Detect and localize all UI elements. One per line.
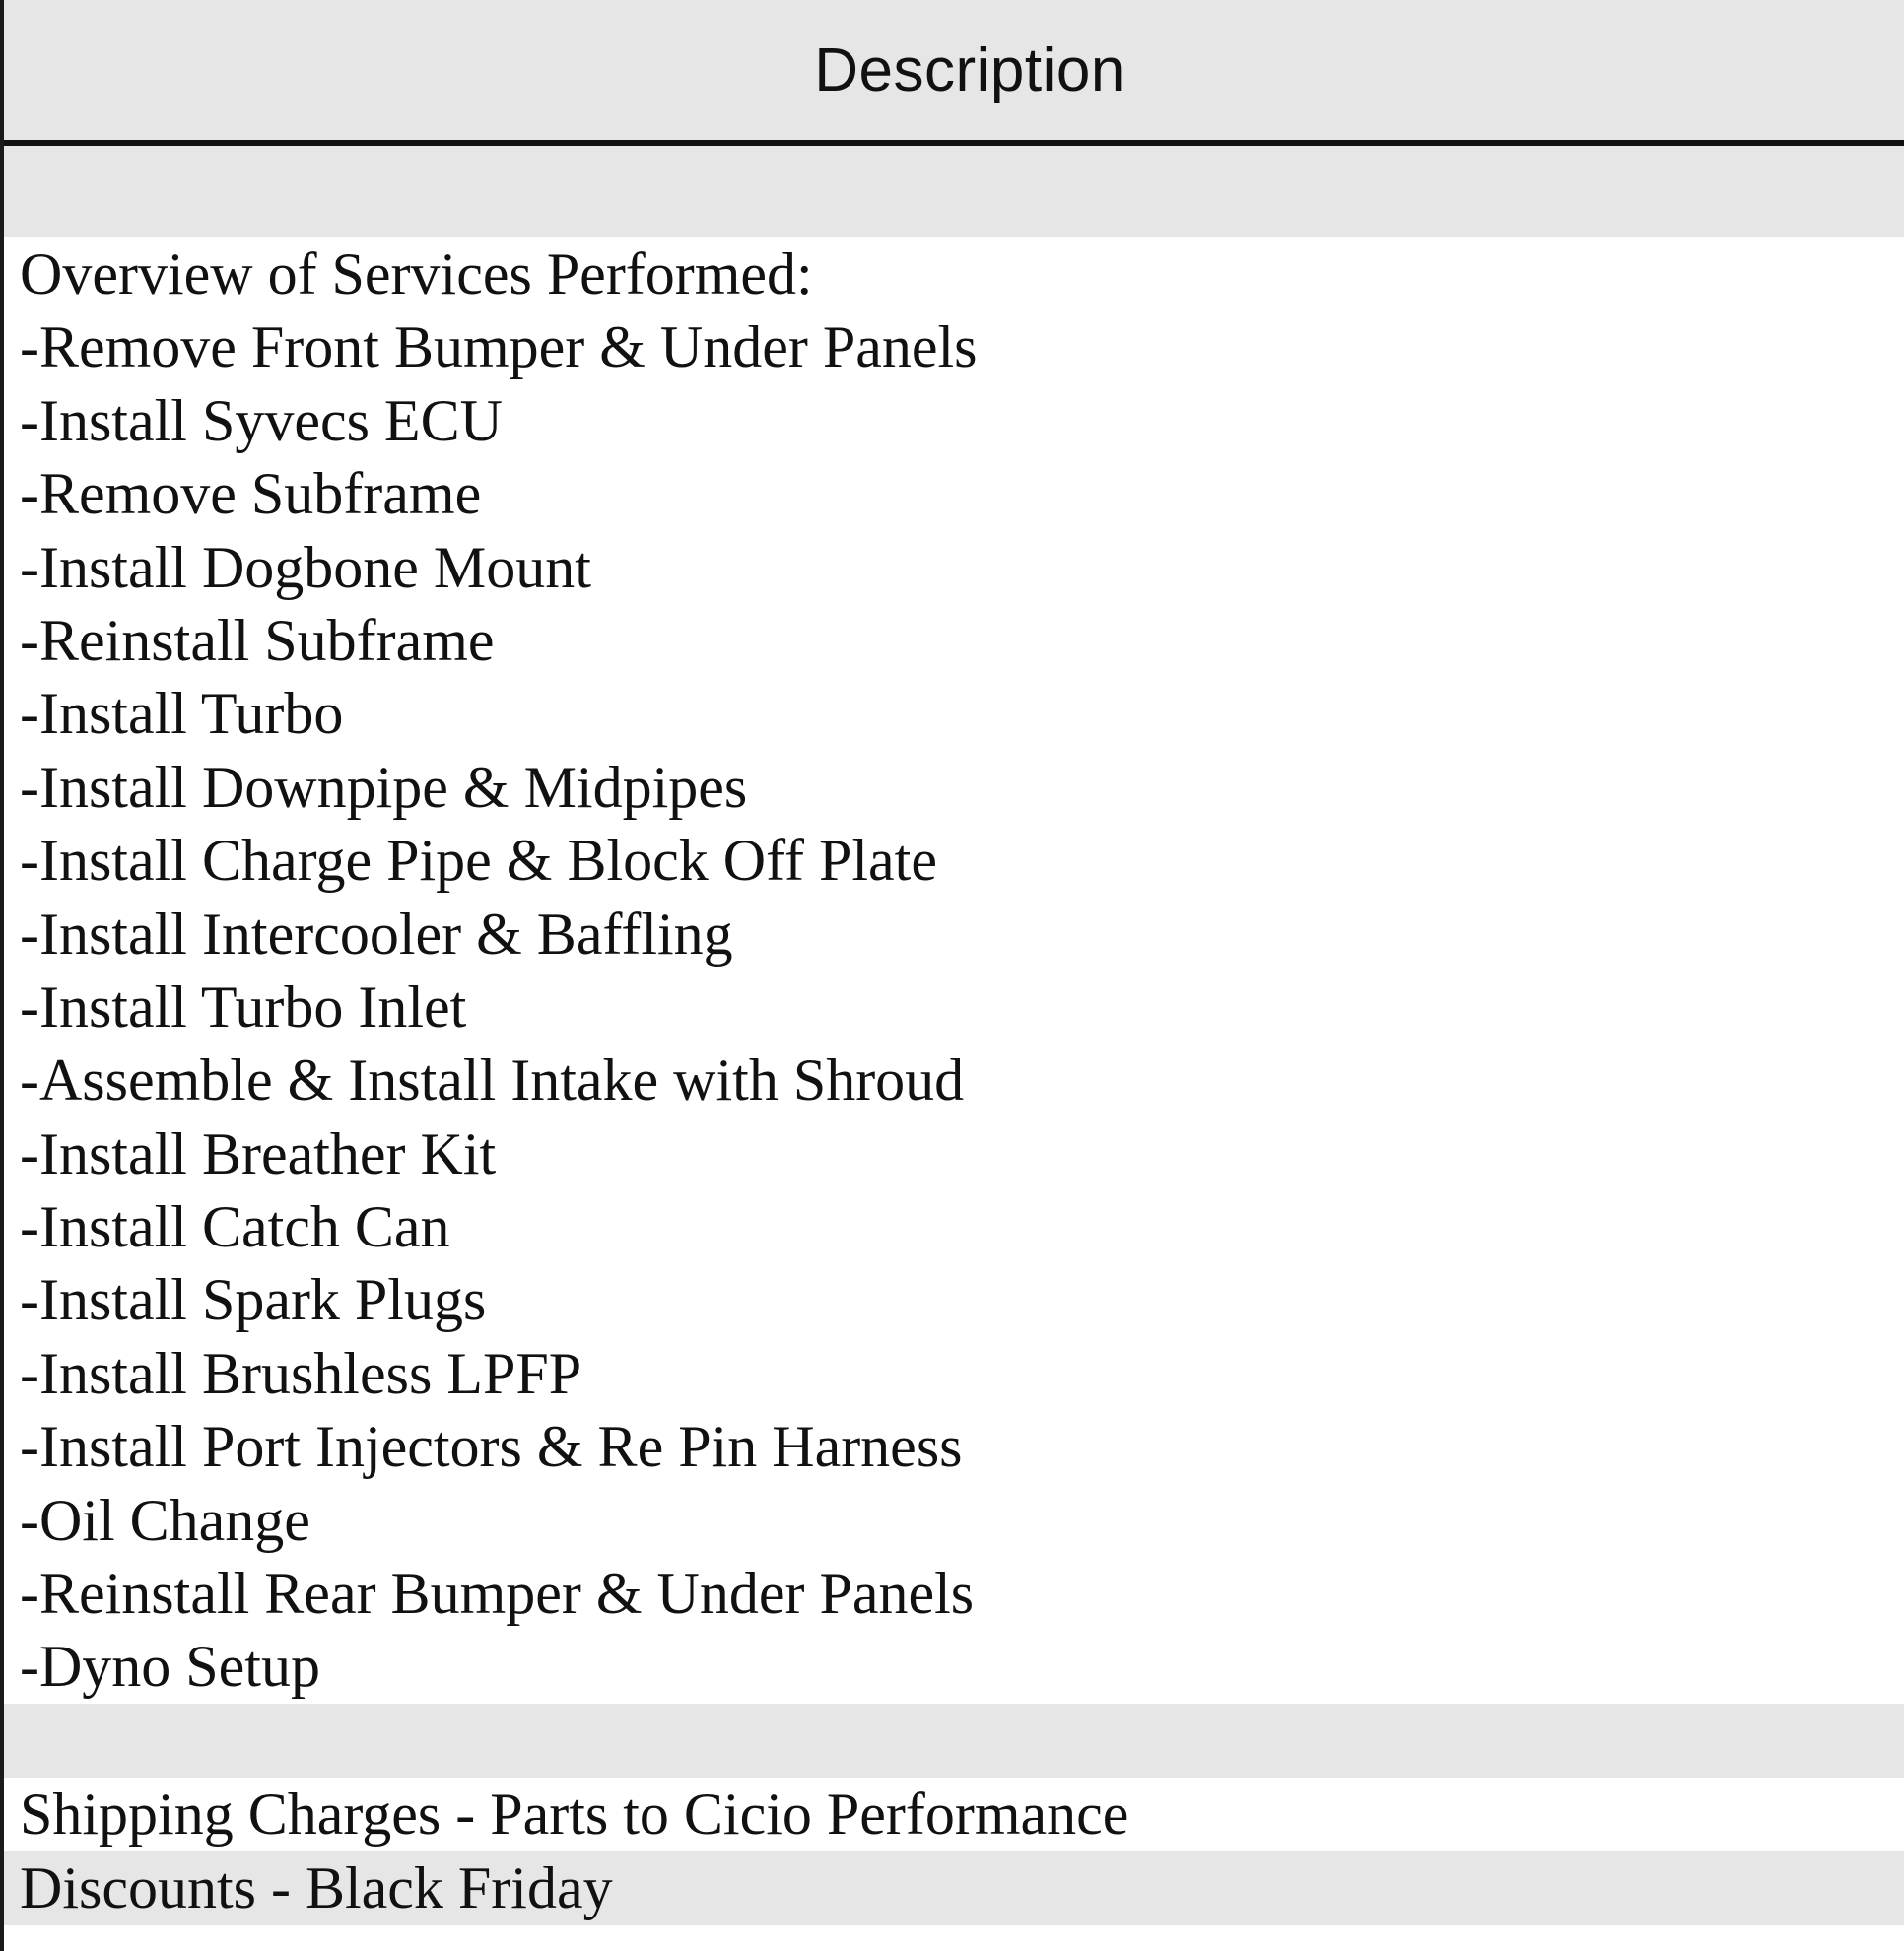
service-item: -Install Spark Plugs	[20, 1267, 487, 1333]
overview-title: Overview of Services Performed:	[20, 241, 813, 306]
service-item: -Install Port Injectors & Re Pin Harness	[20, 1414, 963, 1480]
empty-row	[4, 1704, 1904, 1778]
service-item: -Install Charge Pipe & Block Off Plate	[20, 828, 937, 894]
service-item: -Install Breather Kit	[20, 1120, 497, 1186]
service-item: -Install Downpipe & Midpipes	[20, 754, 748, 820]
service-item: -Install Brushless LPFP	[20, 1340, 582, 1406]
empty-row	[4, 146, 1904, 237]
service-item: -Reinstall Rear Bumper & Under Panels	[20, 1561, 975, 1627]
service-item: -Install Turbo	[20, 681, 344, 747]
service-item: -Dyno Setup	[20, 1634, 320, 1700]
service-item: -Install Catch Can	[20, 1194, 450, 1260]
service-item: -Install Dogbone Mount	[20, 534, 591, 600]
service-item: -Install Turbo Inlet	[20, 974, 467, 1040]
service-item: -Install Syvecs ECU	[20, 387, 503, 453]
service-item: -Reinstall Subframe	[20, 607, 495, 673]
shipping-row: Shipping Charges - Parts to Cicio Performance	[4, 1778, 1904, 1851]
service-item: -Assemble & Install Intake with Shroud	[20, 1047, 965, 1113]
service-item: -Install Intercooler & Baffling	[20, 901, 733, 967]
table-header	[4, 0, 1904, 146]
service-item: -Remove Front Bumper & Under Panels	[20, 314, 978, 380]
column-header-description: Description	[814, 35, 1125, 104]
services-cell	[4, 237, 1904, 1704]
service-item: -Remove Subframe	[20, 461, 482, 527]
discounts-row: Discounts - Black Friday	[4, 1851, 1904, 1925]
service-item: -Oil Change	[20, 1487, 310, 1553]
